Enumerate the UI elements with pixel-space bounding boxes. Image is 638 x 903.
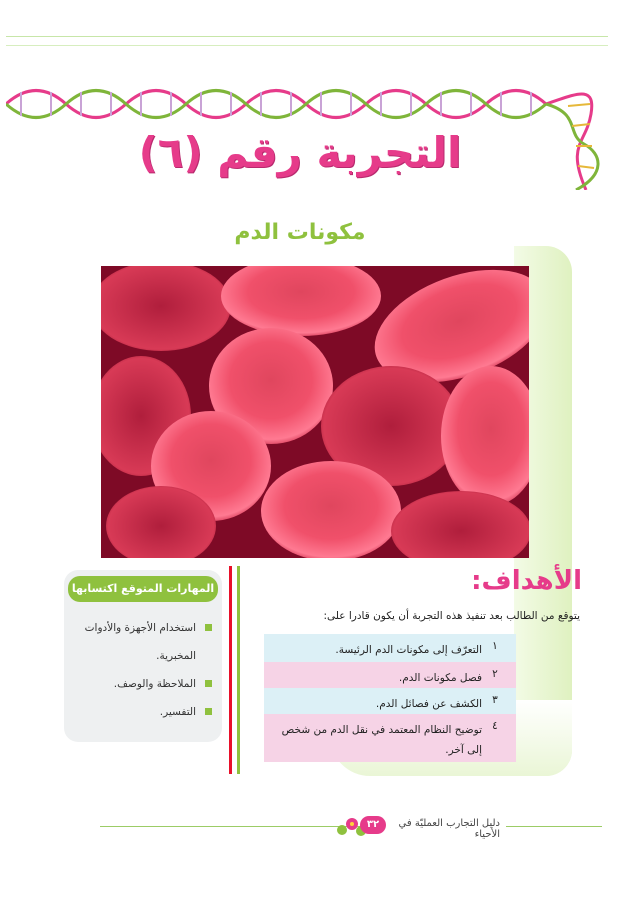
goal-text: الكشف عن فصائل الدم. bbox=[375, 698, 482, 710]
skill-item bbox=[72, 674, 212, 694]
footer-book-title: دليل التجارب العمليّة في الأحياء bbox=[398, 818, 500, 840]
skill-item bbox=[72, 702, 212, 722]
goal-row-2 bbox=[264, 662, 516, 688]
goal-number: ٤ bbox=[492, 720, 498, 732]
footer-rule-left bbox=[100, 826, 362, 827]
page-title: التجربة رقم (٦) bbox=[138, 128, 462, 177]
red-blood-cells-photo bbox=[101, 266, 529, 558]
goal-text: فصل مكونات الدم. bbox=[398, 672, 482, 684]
goal-number: ٣ bbox=[492, 694, 498, 706]
column-divider-red bbox=[229, 566, 232, 774]
goal-row-3 bbox=[264, 688, 516, 714]
goal-text: التعرّف إلى مكونات الدم الرئيسة. bbox=[335, 644, 482, 656]
footer-rule-right bbox=[506, 826, 602, 827]
column-divider-green bbox=[237, 566, 240, 774]
skills-box-title: المهارات المتوقع اكتسابها bbox=[68, 576, 218, 602]
skill-item-text: استخدام الأجهزة والأدوات bbox=[84, 622, 196, 634]
square-bullet-icon bbox=[205, 624, 212, 631]
goal-row-1 bbox=[264, 634, 516, 662]
skill-item bbox=[72, 646, 212, 666]
goals-heading: الأهداف: bbox=[471, 566, 582, 596]
goal-number: ٢ bbox=[492, 668, 498, 680]
top-border-lines bbox=[6, 36, 608, 46]
skills-list bbox=[72, 618, 212, 730]
square-bullet-icon bbox=[205, 680, 212, 687]
skill-item-text: المخبرية. bbox=[156, 650, 196, 662]
skill-item bbox=[72, 618, 212, 638]
expected-skills-box bbox=[64, 570, 222, 742]
goal-row-4 bbox=[264, 714, 516, 762]
page-subtitle: مكونات الدم bbox=[234, 220, 366, 245]
goals-intro: يتوقع من الطالب بعد تنفيذ هذه التجربة أن يكون قادرا على: bbox=[323, 610, 580, 622]
goal-number: ١ bbox=[492, 640, 498, 652]
skill-item-text: التفسير. bbox=[159, 706, 196, 718]
skill-item-text: الملاحظة والوصف. bbox=[113, 678, 196, 690]
page-number-badge: ٣٢ bbox=[360, 816, 386, 834]
square-bullet-icon bbox=[205, 708, 212, 715]
goal-text: توضيح النظام المعتمد في نقل الدم من شخص إلى آخر. bbox=[281, 724, 482, 756]
page-footer bbox=[100, 812, 602, 842]
